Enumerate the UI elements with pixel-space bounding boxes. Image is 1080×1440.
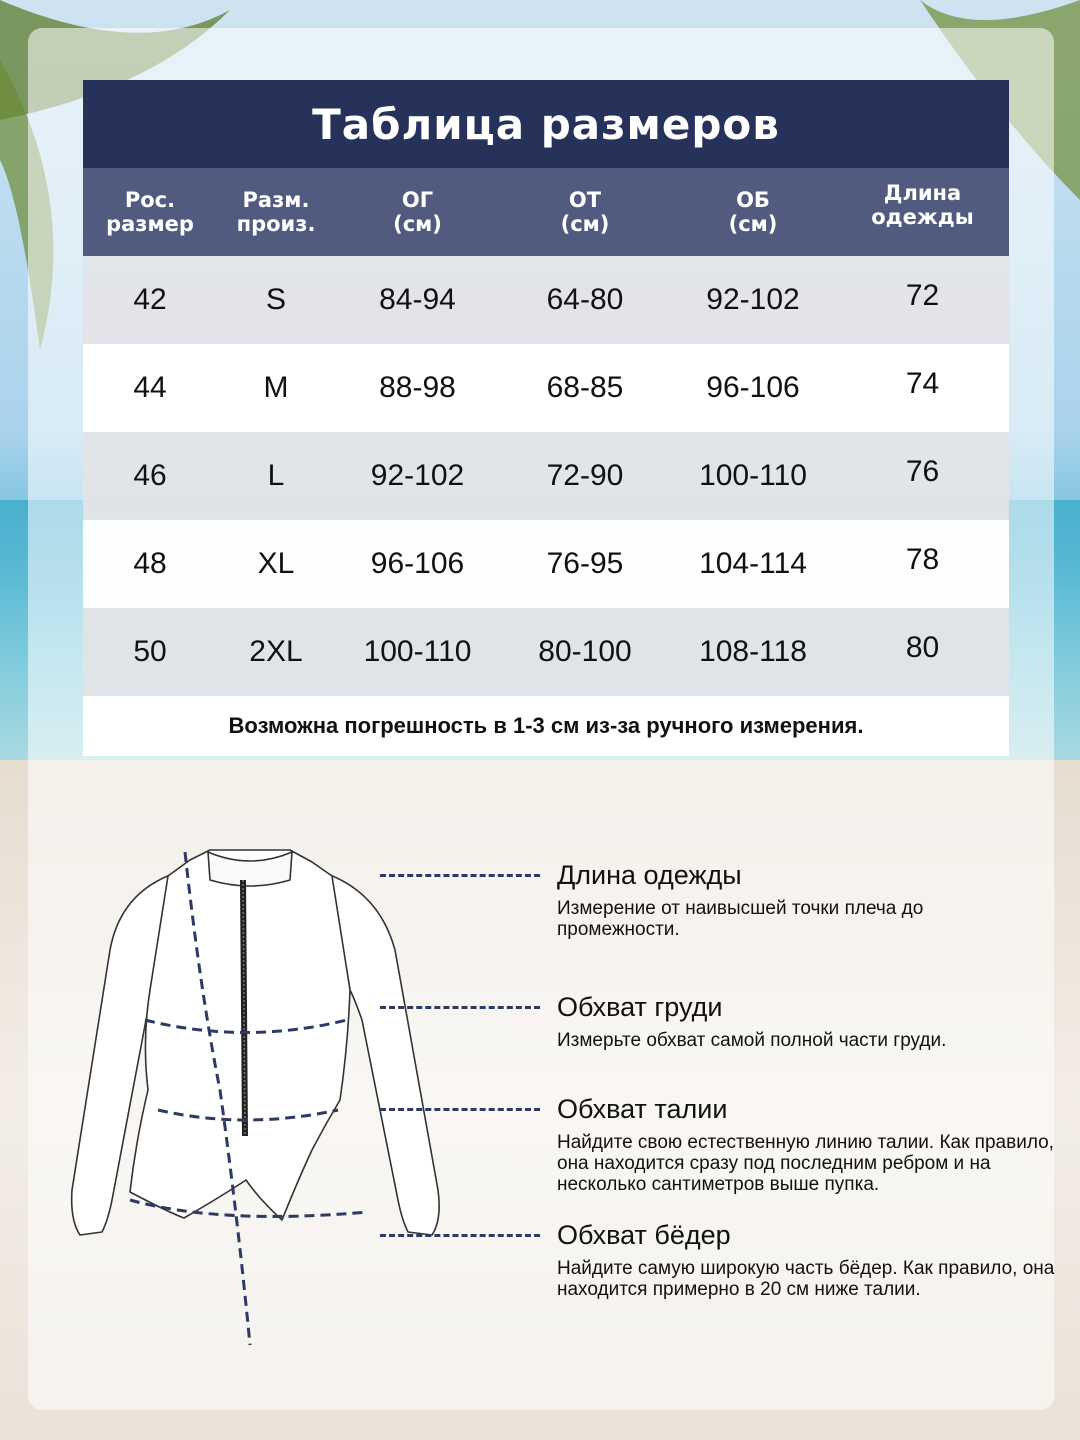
table-cell: 2XL [249, 635, 303, 668]
table-cell: 44 [133, 371, 167, 404]
table-cell: 72 [905, 279, 940, 312]
measurement-note: Возможна погрешность в 1-3 см из-за ручного измерения. [83, 696, 1009, 756]
table-cell: 104-114 [699, 547, 807, 580]
table-cell: 96-106 [706, 371, 800, 404]
table-cell: L [267, 459, 285, 492]
table-cell: 100-110 [363, 635, 472, 668]
table-cell: 76-95 [546, 547, 624, 580]
table-title: Таблица размеров [83, 80, 1009, 168]
table-cell: 46 [133, 459, 167, 492]
table-cell: 76 [905, 455, 940, 488]
table-cell: 80 [905, 631, 940, 664]
legend-description: Найдите самую широкую часть бёдер. Как правило, она находится примерно в 20 см ниже талии. [557, 1258, 1055, 1300]
table-cell: 78 [905, 543, 940, 576]
dashed-line [380, 1234, 540, 1237]
legend-title: Обхват бёдер [557, 1220, 731, 1250]
header-mfr-size: Разм. произ. [236, 188, 316, 236]
table-cell: 108-118 [699, 635, 807, 668]
dashed-line [380, 874, 540, 877]
table-row [83, 344, 1009, 432]
header-ru-size: Рос. размер [106, 188, 194, 236]
legend-title: Обхват талии [557, 1094, 728, 1124]
table-header [83, 168, 1009, 256]
header-chest: ОГ (см) [393, 188, 442, 236]
swimsuit-diagram [50, 840, 450, 1360]
table-cell: 64-80 [546, 283, 624, 316]
header-hips: ОБ (см) [728, 188, 778, 236]
legend-title: Длина одежды [557, 860, 742, 890]
table-cell: 92-102 [370, 459, 465, 492]
dashed-line [380, 1006, 540, 1009]
table-cell: 96-106 [370, 547, 465, 580]
table-cell: 84-94 [379, 283, 456, 316]
header-waist: ОТ (см) [560, 188, 610, 236]
table-cell: 74 [905, 367, 940, 400]
table-cell: S [265, 283, 286, 316]
table-row [83, 608, 1009, 696]
table-cell: 72-90 [546, 459, 624, 492]
legend-description: Измерение от наивысшей точки плеча до промежности. [557, 898, 924, 940]
table-cell: 100-110 [699, 459, 807, 492]
legend-description: Измерьте обхват самой полной части груди. [557, 1030, 947, 1051]
size-table [83, 80, 1009, 756]
table-cell: 80-100 [538, 635, 632, 668]
table-cell: XL [257, 547, 295, 580]
table-row [83, 256, 1009, 344]
header-length: Длина одежды [871, 181, 974, 229]
table-cell: 92-102 [706, 283, 800, 316]
table-cell: 42 [133, 283, 167, 316]
table-cell: 50 [133, 635, 167, 668]
table-cell: 68-85 [546, 371, 624, 404]
table-row [83, 520, 1009, 608]
table-cell: 48 [133, 547, 167, 580]
legend-title: Обхват груди [557, 992, 723, 1022]
dashed-line [380, 1108, 540, 1111]
table-row [83, 432, 1009, 520]
table-cell: 88-98 [379, 371, 456, 404]
legend-description: Найдите свою естественную линию талии. Как правило, она находится сразу под последним ребром и на несколько сантиметров выше пупка. [557, 1132, 1054, 1195]
table-cell: M [263, 371, 289, 404]
